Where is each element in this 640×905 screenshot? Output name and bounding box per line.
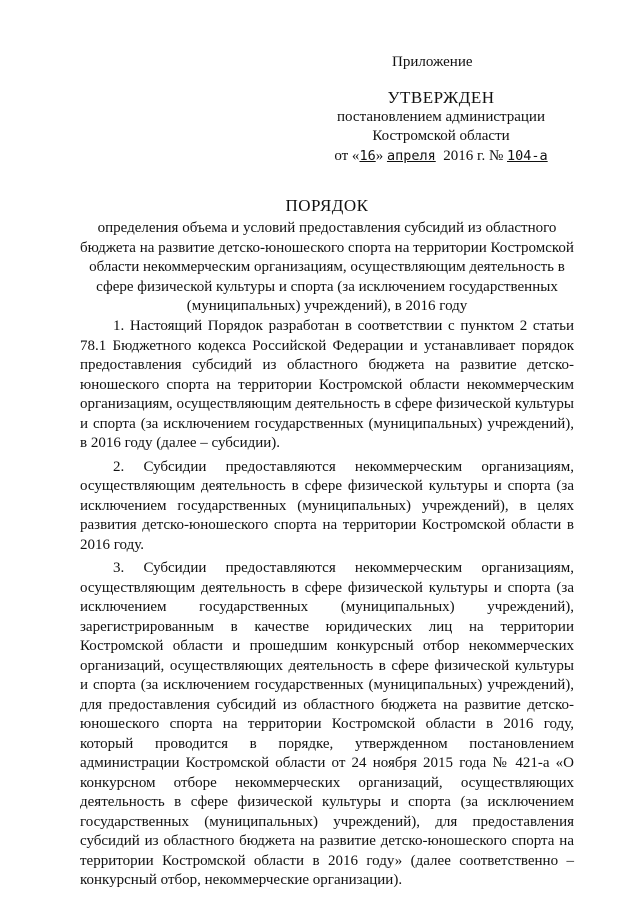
- date-day: 16: [359, 147, 376, 164]
- approval-date-line: [310, 147, 572, 167]
- paragraph-1: 1. Настоящий Порядок разработан в соответствии с пунктом 2 статьи 78.1 Бюджетного кодекса Российской Федерации и устанавливает порядок предоставления субсидий из областного бюджета на развитие детско-юношеского спорта на территории Костромской области некоммерческим организациям, осуществляющим деятельность в сфере физической культуры и спорта (за исключением государственных (муниципальных) учреждений), в 2016 году (далее – субсидии).: [80, 318, 574, 451]
- approved-line-1: постановлением администрации: [337, 108, 545, 125]
- date-prefix: от «: [334, 147, 360, 164]
- document-title-block: [80, 196, 574, 317]
- appendix-label: Приложение: [392, 54, 473, 70]
- paragraph-2: 2. Субсидии предоставляются некоммерческим организациям, осуществляющим деятельность в сфере физической культуры и спорта (за исключением государственных (муниципальных) учреждений), в целях развития детско-юношеского спорта на территории Костромской области в 2016 году.: [80, 458, 574, 553]
- paragraph-3: 3. Субсидии предоставляются некоммерческим организациям, осуществляющим деятельность в сфере физической культуры и спорта (за исключением государственных (муниципальных) учреждений), зарегистрированным в качестве юридических лиц на территории Костромской области и прошедшим конкурсный отбор некоммерческих организаций, осуществляющих деятельность в сфере физической культуры и спорта (за исключением государственных (муниципальных) учреждений), для предоставления субсидий из областного бюджета на развитие детско-юношеского спорта на территории Костромской области в 2016 году, который проводится в порядке, утвержденном постановлением администрации Костромской области от 24 ноября 2015 года № 421-а «О конкурсном отборе некоммерческих организаций, осуществляющих деятельность в сфере физической культуры и спорта (за исключением государственных (муниципальных) учреждений), для предоставления субсидий из областного бюджета на развитие детско-юношеского спорта на территории Костромской области в 2016 году» (далее соответственно – конкурсный отбор, некоммерческие организации).: [80, 560, 574, 888]
- document-body: [80, 317, 574, 895]
- document-title: ПОРЯДОК: [285, 196, 369, 215]
- date-year: 2016 г. №: [443, 147, 504, 164]
- date-month: апреля: [386, 147, 436, 164]
- approval-block: [310, 88, 572, 166]
- date-mid: »: [375, 147, 384, 164]
- document-number: 104-а: [507, 147, 548, 164]
- approved-line-2: Костромской области: [372, 128, 510, 144]
- document-subtitle: определения объема и условий предоставления субсидий из областного бюджета на развитие детско-юношеского спорта на территории Костромской области некоммерческим организациям, осуществляющим деятельность в сфере физической культуры и спорта (за исключением государственных (муниципальных) учреждений), в 2016 году: [80, 220, 574, 314]
- approved-title: УТВЕРЖДЕН: [387, 88, 495, 107]
